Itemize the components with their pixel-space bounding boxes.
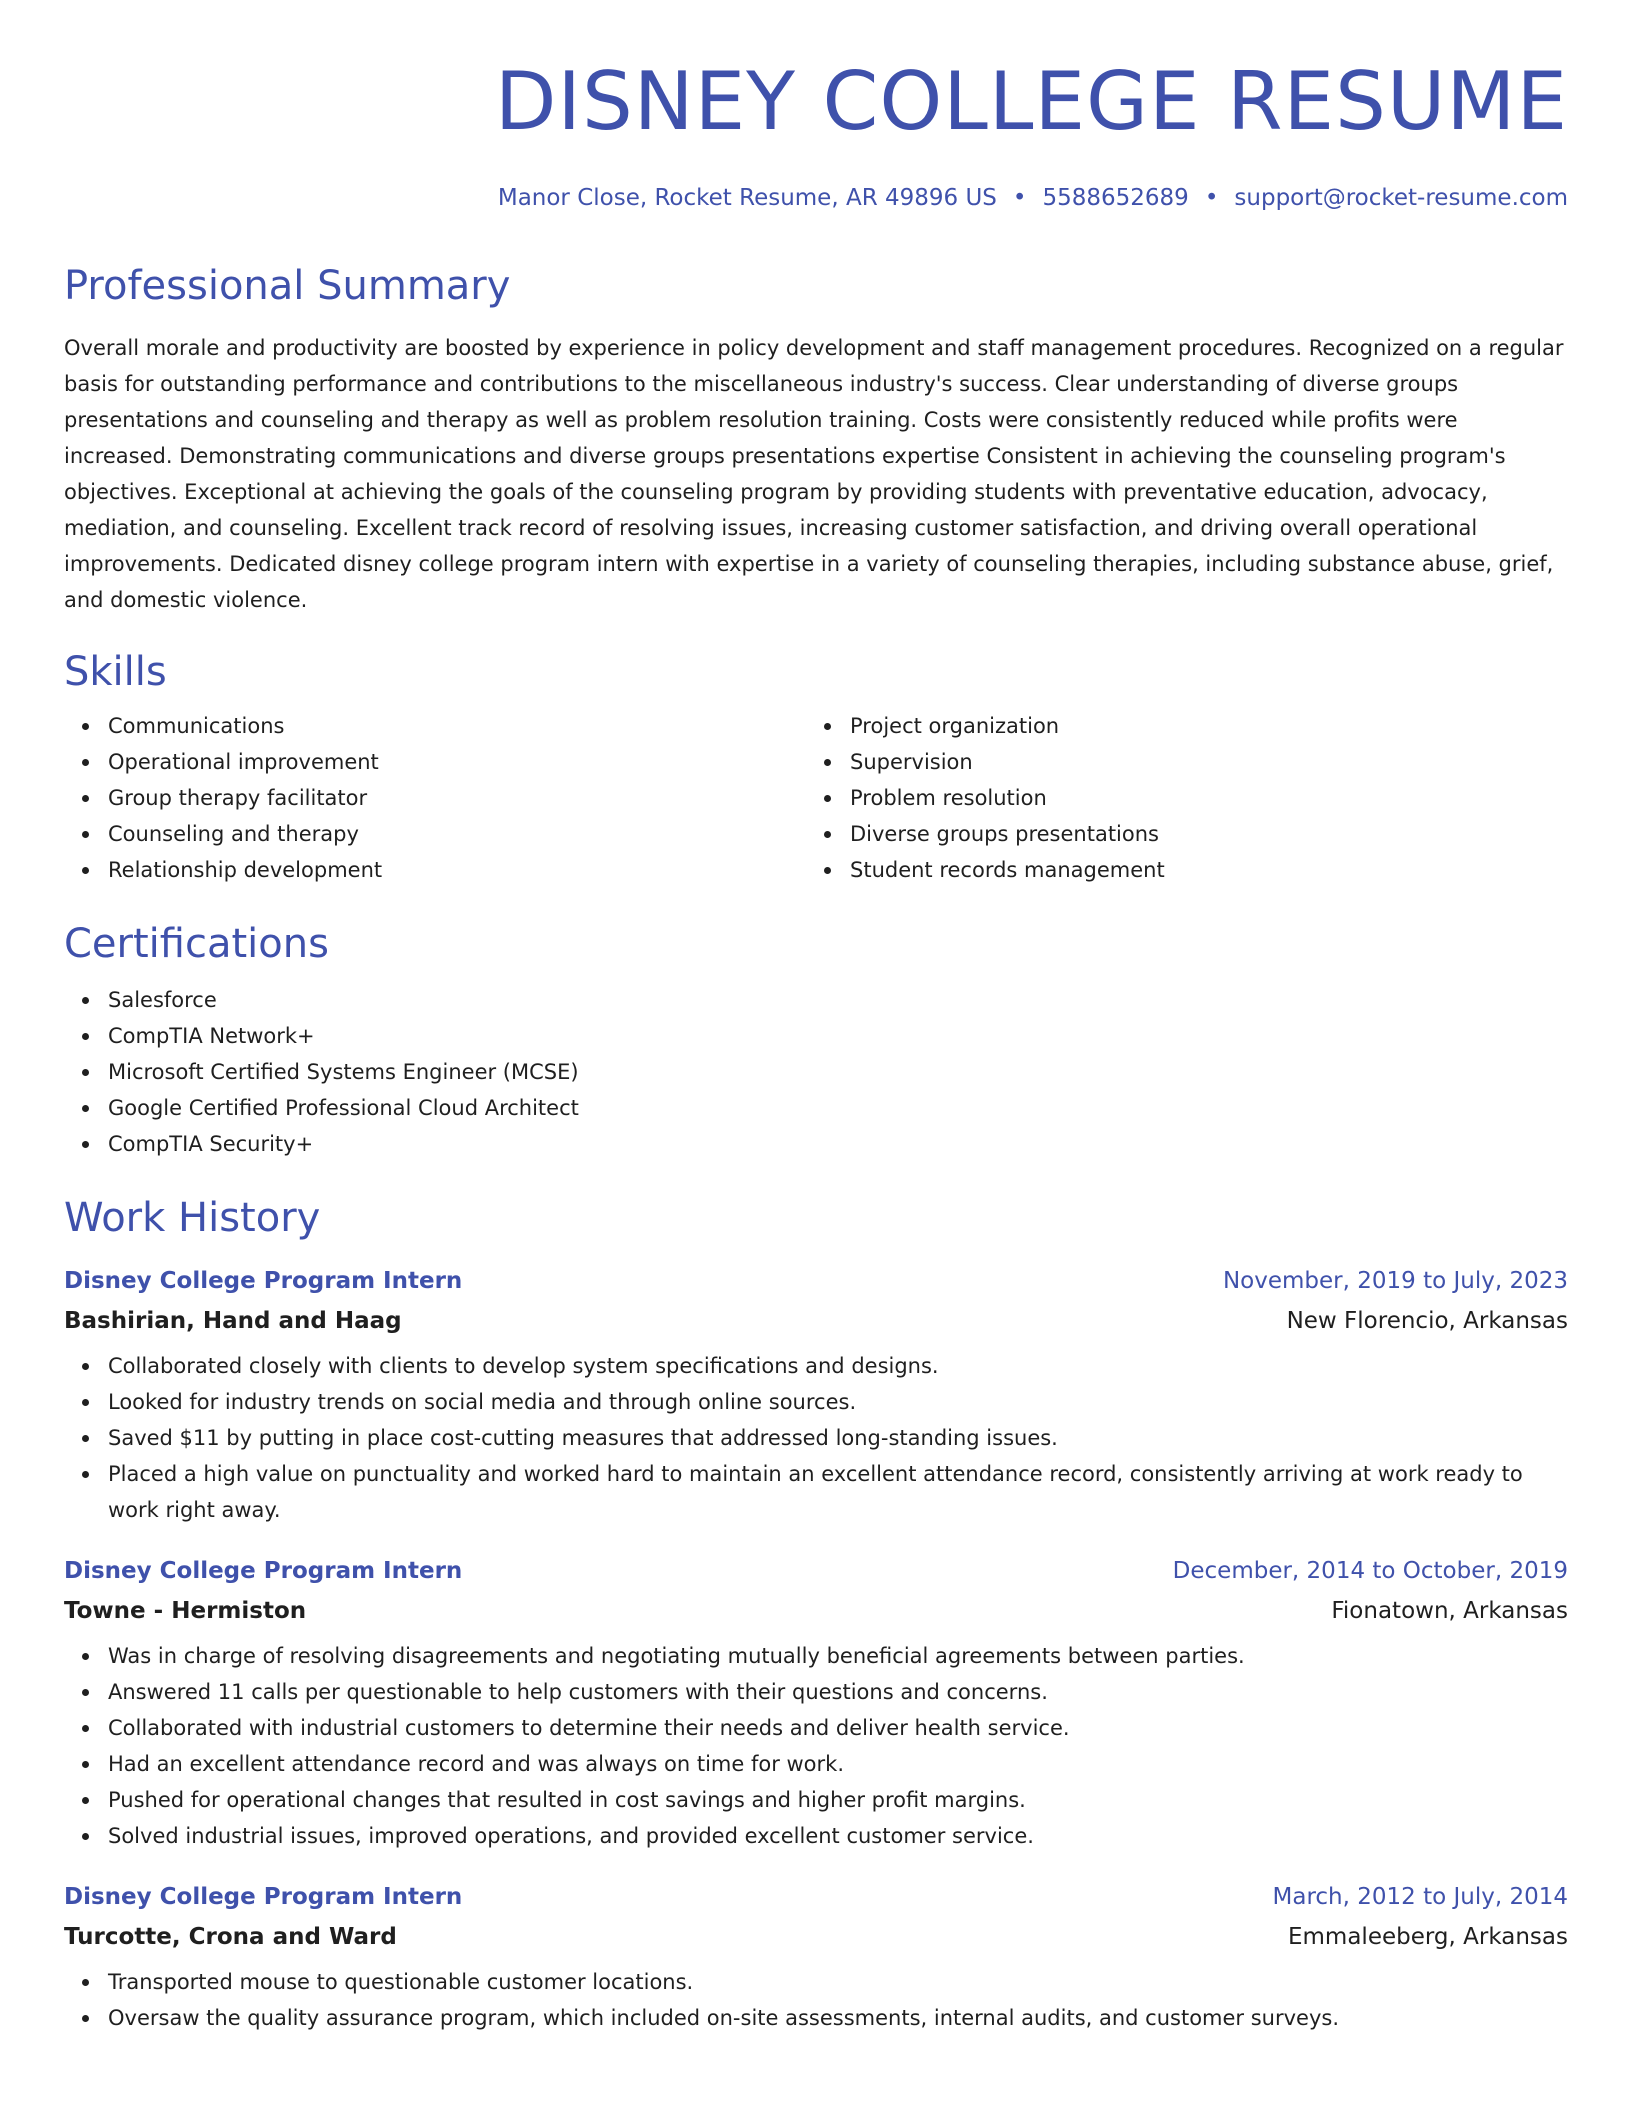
certification-item: Google Certified Professional Cloud Architect	[108, 1090, 1568, 1126]
skill-item: Supervision	[850, 744, 1548, 780]
job-bullet: Placed a high value on punctuality and worked hard to maintain an excellent attendance record, consistently arriving at work ready to work right away.	[108, 1456, 1568, 1528]
skill-item: Relationship development	[108, 852, 806, 888]
job-entry	[64, 1266, 1568, 1528]
skill-item: Group therapy facilitator	[108, 780, 806, 816]
job-bullet: Solved industrial issues, improved operations, and provided excellent customer service.	[108, 1818, 1568, 1854]
job-role: Disney College Program Intern	[64, 1884, 463, 1910]
job-role: Disney College Program Intern	[64, 1268, 463, 1294]
job-bullets	[64, 1964, 1568, 2036]
job-bullet: Transported mouse to questionable customer locations.	[108, 1964, 1568, 2000]
summary-text: Overall morale and productivity are boosted by experience in policy development and staff management procedures. Recognized on a regular basis for outstanding performance and contributions to the miscellaneous industry's success. Clear understanding of diverse groups presentations and counseling and therapy as well as problem resolution training. Costs were consistently reduced while profits were increased. Demonstrating communications and diverse groups presentations expertise Consistent in achieving the counseling program's objectives. Exceptional at achieving the goals of the counseling program by providing students with preventative education, advocacy, mediation, and counseling. Excellent track record of resolving issues, increasing customer satisfaction, and driving overall operational improvements. Dedicated disney college program intern with expertise in a variety of counseling therapies, including substance abuse, grief, and domestic violence.	[64, 336, 1564, 612]
certifications-heading: Certifications	[64, 921, 329, 967]
skill-item: Student records management	[850, 852, 1548, 888]
job-dates: March, 2012 to July, 2014	[1272, 1884, 1568, 1910]
contact-email: support@rocket-resume.com	[1234, 185, 1568, 211]
job-bullet: Was in charge of resolving disagreements and negotiating mutually beneficial agreements between parties.	[108, 1638, 1568, 1674]
job-bullet: Collaborated with industrial customers to determine their needs and deliver health service.	[108, 1710, 1568, 1746]
job-bullet: Looked for industry trends on social media and through online sources.	[108, 1384, 1568, 1420]
job-bullet: Had an excellent attendance record and was always on time for work.	[108, 1746, 1568, 1782]
job-role: Disney College Program Intern	[64, 1558, 463, 1584]
certifications-list	[64, 982, 1568, 1162]
certification-item: CompTIA Security+	[108, 1126, 1568, 1162]
certification-item: Salesforce	[108, 982, 1568, 1018]
skill-item: Project organization	[850, 708, 1548, 744]
contact-separator: •	[1204, 185, 1219, 211]
job-bullets	[64, 1638, 1568, 1854]
job-location: New Florencio, Arkansas	[1286, 1308, 1568, 1334]
work-history-heading: Work History	[64, 1195, 321, 1241]
contact-phone: 5588652689	[1042, 185, 1189, 211]
job-entry	[64, 1556, 1568, 1854]
skill-item: Communications	[108, 708, 806, 744]
job-dates: December, 2014 to October, 2019	[1172, 1558, 1568, 1584]
skills-column-left	[64, 708, 806, 888]
job-entry	[64, 1882, 1568, 2036]
resume-title: DISNEY COLLEGE RESUME	[494, 55, 1568, 148]
job-bullet: Oversaw the quality assurance program, which included on-site assessments, internal audits, and customer surveys.	[108, 2000, 1568, 2036]
job-location: Emmaleeberg, Arkansas	[1288, 1924, 1568, 1950]
contact-line	[64, 184, 1568, 212]
job-company: Towne - Hermiston	[64, 1598, 307, 1624]
contact-address: Manor Close, Rocket Resume, AR 49896 US	[497, 185, 997, 211]
contact-separator: •	[1012, 185, 1027, 211]
job-bullet: Pushed for operational changes that resulted in cost savings and higher profit margins.	[108, 1782, 1568, 1818]
summary-heading: Professional Summary	[64, 263, 511, 309]
skill-item: Problem resolution	[850, 780, 1548, 816]
skills-heading: Skills	[64, 649, 167, 695]
job-bullet: Saved $11 by putting in place cost-cutting measures that addressed long-standing issues.	[108, 1420, 1568, 1456]
job-company: Turcotte, Crona and Ward	[64, 1924, 397, 1950]
job-dates: November, 2019 to July, 2023	[1222, 1268, 1568, 1294]
skill-item: Operational improvement	[108, 744, 806, 780]
job-bullets	[64, 1348, 1568, 1528]
job-company: Bashirian, Hand and Haag	[64, 1308, 402, 1334]
certification-item: CompTIA Network+	[108, 1018, 1568, 1054]
skills-column-right	[806, 708, 1548, 888]
skill-item: Counseling and therapy	[108, 816, 806, 852]
skill-item: Diverse groups presentations	[850, 816, 1548, 852]
job-bullet: Collaborated closely with clients to develop system specifications and designs.	[108, 1348, 1568, 1384]
skills-list	[64, 708, 1568, 888]
job-bullet: Answered 11 calls per questionable to help customers with their questions and concerns.	[108, 1674, 1568, 1710]
resume-header	[64, 0, 1568, 212]
job-location: Fionatown, Arkansas	[1331, 1598, 1568, 1624]
certification-item: Microsoft Certified Systems Engineer (MCSE)	[108, 1054, 1568, 1090]
